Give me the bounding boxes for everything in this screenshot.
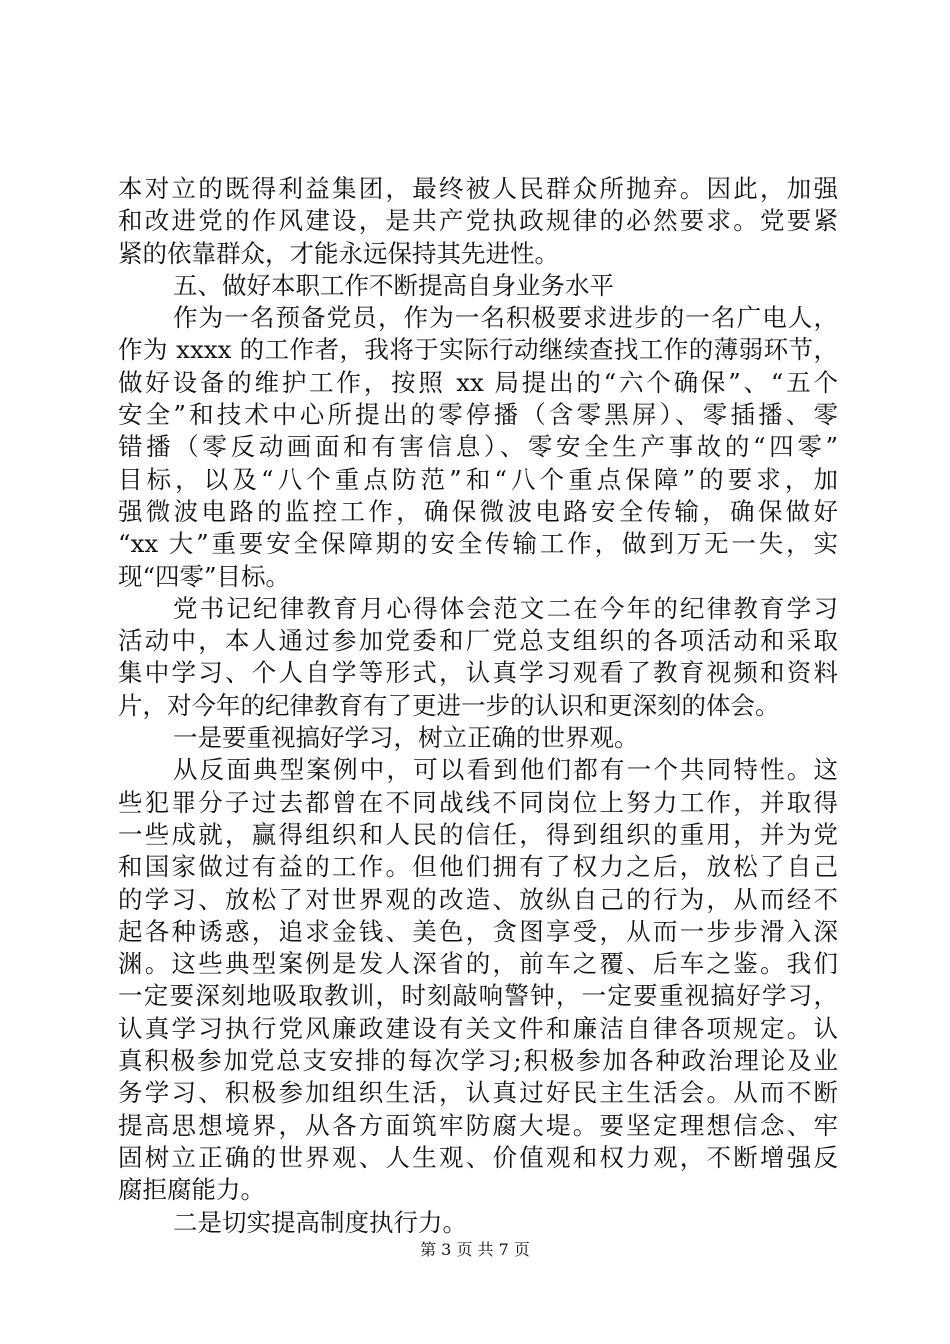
text-line: 务学习、积极参加组织生活，认真过好民主生活会。从而不断 bbox=[118, 1078, 838, 1108]
text-line: 片，对今年的纪律教育有了更进一步的认识和更深刻的体会。 bbox=[118, 690, 780, 720]
text-line: 集中学习、个人自学等形式，认真学习观看了教育视频和资料 bbox=[118, 658, 838, 688]
text-line: 从反面典型案例中，可以看到他们都有一个共同特性。这 bbox=[173, 755, 838, 785]
text-line: 固树立正确的世界观、人生观、价值观和权力观，不断增强反 bbox=[118, 1142, 838, 1172]
text-line: 做好设备的维护工作，按照 xx 局提出的“六个确保”、“五个 bbox=[118, 367, 838, 397]
text-line: 一是要重视搞好学习，树立正确的世界观。 bbox=[173, 723, 639, 753]
text-line: 目标，以及“八个重点防范”和“八个重点保障”的要求，加 bbox=[118, 464, 838, 494]
text-line: 一些成就，赢得组织和人民的信任，得到组织的重用，并为党 bbox=[118, 819, 838, 849]
text-line: 错播（零反动画面和有害信息）、零安全生产事故的“四零” bbox=[118, 432, 838, 462]
text-line: 紧的依靠群众，才能永远保持其先进性。 bbox=[118, 238, 559, 268]
text-line: 本对立的既得利益集团，最终被人民群众所抛弃。因此，加强 bbox=[118, 174, 838, 203]
text-line: 起各种诱惑，追求金钱、美色，贪图享受，从而一步步滑入深 bbox=[118, 916, 838, 946]
text-line: 五、做好本职工作不断提高自身业务水平 bbox=[173, 270, 614, 300]
text-line: 安全”和技术中心所提出的零停播（含零黑屏）、零插播、零 bbox=[118, 400, 838, 430]
text-line: 一定要深刻地吸取教训，时刻敲响警钟，一定要重视搞好学习， bbox=[118, 981, 838, 1011]
page-footer: 第 3 页 共 7 页 bbox=[420, 1240, 530, 1259]
text-line: 二是切实提高制度执行力。 bbox=[173, 1207, 467, 1237]
text-line: 的学习、放松了对世界观的改造、放纵自己的行为，从而经不 bbox=[118, 884, 838, 914]
text-line: 真积极参加党总支安排的每次学习;积极参加各种政治理论及业 bbox=[118, 1046, 838, 1076]
text-line: 党书记纪律教育月心得体会范文二在今年的纪律教育学习 bbox=[173, 593, 838, 623]
text-line: 作为一名预备党员，作为一名积极要求进步的一名广电人， bbox=[173, 303, 838, 333]
text-line: 强微波电路的监控工作，确保微波电路安全传输，确保做好 bbox=[118, 496, 838, 526]
text-line: 腐拒腐能力。 bbox=[118, 1175, 265, 1205]
document-body bbox=[118, 173, 838, 1239]
text-line: 提高思想境界，从各方面筑牢防腐大堤。要坚定理想信念、牢 bbox=[118, 1110, 838, 1140]
text-line: 现“四零”目标。 bbox=[118, 561, 291, 591]
text-line: 渊。这些典型案例是发人深省的，前车之覆、后车之鉴。我们 bbox=[118, 949, 838, 979]
text-line: 些犯罪分子过去都曾在不同战线不同岗位上努力工作，并取得 bbox=[118, 787, 838, 817]
text-line: 认真学习执行党风廉政建设有关文件和廉洁自律各项规定。认 bbox=[118, 1013, 838, 1043]
text-line: 作为 xxxx 的工作者，我将于实际行动继续查找工作的薄弱环节， bbox=[118, 335, 838, 365]
text-line: “xx 大”重要安全保障期的安全传输工作，做到万无一失，实 bbox=[118, 529, 838, 559]
text-line: 活动中，本人通过参加党委和厂党总支组织的各项活动和采取 bbox=[118, 626, 838, 656]
text-line: 和国家做过有益的工作。但他们拥有了权力之后，放松了自己 bbox=[118, 852, 838, 882]
text-line: 和改进党的作风建设，是共产党执政规律的必然要求。党要紧 bbox=[118, 206, 838, 236]
